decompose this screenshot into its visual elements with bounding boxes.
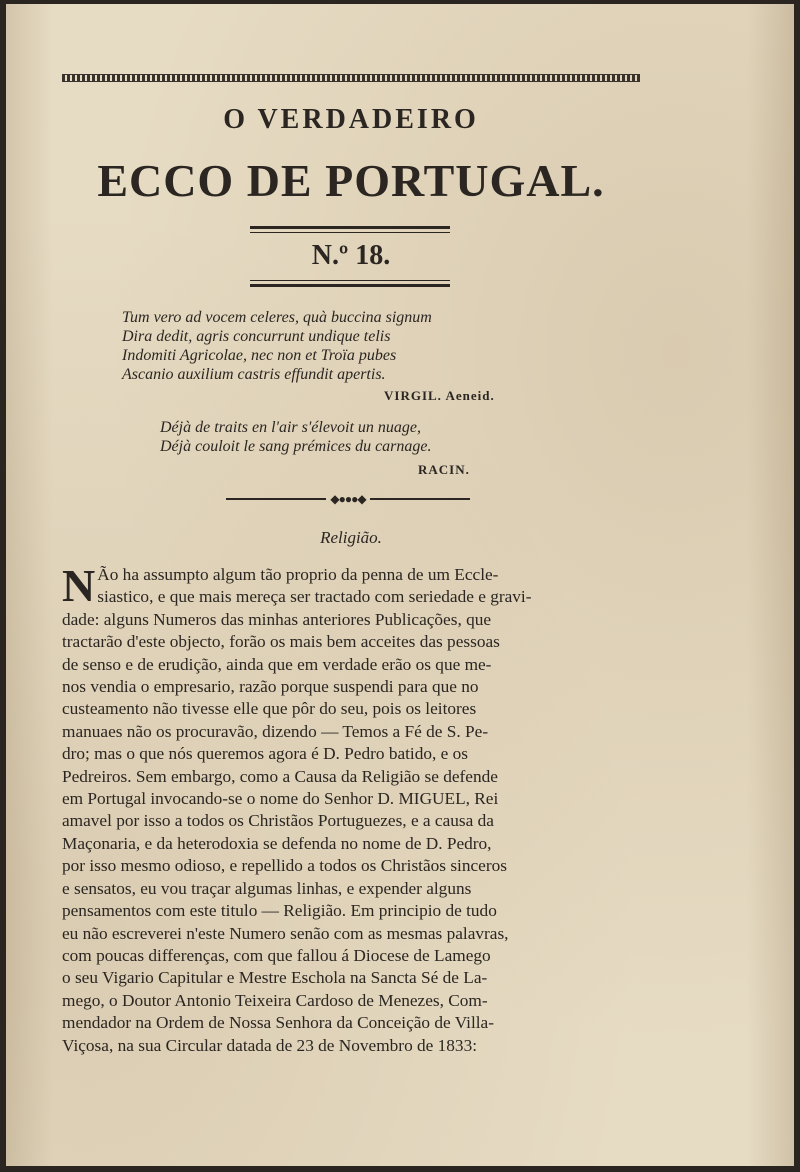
- section-title: Religião.: [320, 528, 382, 547]
- rule-upper-thin: [250, 232, 450, 233]
- body-line: e sensatos, eu vou traçar algumas linhas, e expender alguns: [62, 878, 472, 898]
- divider-line-left: [226, 498, 326, 500]
- body-line: com poucas differenças, com que fallou á Diocese de Lamego: [62, 945, 491, 965]
- epigraph-line: Déjà couloit le sang prémices du carnage.: [160, 438, 432, 455]
- epigraph-french: [160, 418, 520, 456]
- body-line: pensamentos com este titulo — Religião. Em principio de tudo: [62, 901, 497, 921]
- body-line: mendador na Ordem de Nossa Senhora da Conceição de Villa-: [62, 1013, 494, 1033]
- body-line: de senso e de erudição, ainda que em verdade erão os que me-: [62, 654, 492, 674]
- rule-lower-thin: [250, 280, 450, 281]
- body-line: eu não escreverei n'este Numero senão com as mesmas palavras,: [62, 923, 509, 943]
- body-line: dro; mas o que nós queremos agora é D. Pedro batido, e os: [62, 744, 469, 764]
- body-line: em Portugal invocando-se o nome do Senhor D. MIGUEL, Rei: [62, 789, 499, 809]
- body-line: manuaes não os procuravão, dizendo — Temos a Fé de S. Pe-: [62, 721, 489, 741]
- epigraph-line: Déjà de traits en l'air s'élevoit un nuage,: [160, 419, 422, 436]
- issue-number: N.º 18.: [311, 240, 391, 271]
- section-divider-ornament: [226, 491, 470, 506]
- body-line: amavel por isso a todos os Christãos Portuguezes, e a causa da: [62, 811, 494, 831]
- body-line: Maçonaria, e da heterodoxia se defenda no nome de D. Pedro,: [62, 833, 492, 853]
- drop-cap: N: [62, 560, 96, 611]
- body-line: nos vendia o empresario, razão porque suspendi para que no: [62, 677, 479, 697]
- article-body: [62, 560, 640, 1057]
- body-line: dade: alguns Numeros das minhas anteriores Publicações, que: [62, 609, 492, 629]
- top-border-ornament: [62, 74, 640, 82]
- epigraph-line: Tum vero ad vocem celeres, quà buccina signum: [122, 309, 432, 326]
- body-line: custeamento não tivesse elle que pôr do seu, pois os leitores: [62, 699, 477, 719]
- epigraph-latin: [122, 308, 542, 384]
- epigraph-line: Indomiti Agricolae, nec non et Troïa pubes: [122, 347, 397, 364]
- body-line: tractarão d'este objecto, forão os mais bem acceites das pessoas: [62, 632, 500, 652]
- masthead-kicker: O VERDADEIRO: [223, 104, 479, 135]
- rule-lower-thick: [250, 284, 450, 287]
- masthead-title: ECCO DE PORTUGAL.: [97, 155, 605, 206]
- epigraph-attribution-racin: RACIN.: [418, 462, 470, 477]
- body-line: Viçosa, na sua Circular datada de 23 de Novembro de 1833:: [62, 1035, 478, 1055]
- epigraph-line: Dira dedit, agris concurrunt undique telis: [122, 328, 391, 345]
- epigraph-attribution-virgil: VIRGIL. Aeneid.: [384, 388, 495, 403]
- body-line: o seu Vigario Capitular e Mestre Eschola na Sancta Sé de La-: [62, 968, 488, 988]
- body-line: por isso mesmo odioso, e repellido a todos os Christãos sinceros: [62, 856, 507, 876]
- body-line: Pedreiros. Sem embargo, como a Causa da Religião se defende: [62, 766, 498, 786]
- divider-knot-icon: ◆●●●◆: [330, 491, 366, 506]
- body-line: Ão ha assumpto algum tão proprio da penna de um Eccle-: [97, 565, 499, 584]
- epigraph-line: Ascanio auxilium castris effundit apertis.: [122, 366, 386, 383]
- divider-line-right: [370, 498, 470, 500]
- newspaper-page: [6, 4, 794, 1166]
- body-line: siastico, e que mais mereça ser tractado com seriedade e gravi-: [97, 587, 532, 607]
- body-line: mego, o Doutor Antonio Teixeira Cardoso de Menezes, Com-: [62, 990, 488, 1010]
- rule-upper-thick: [250, 226, 450, 229]
